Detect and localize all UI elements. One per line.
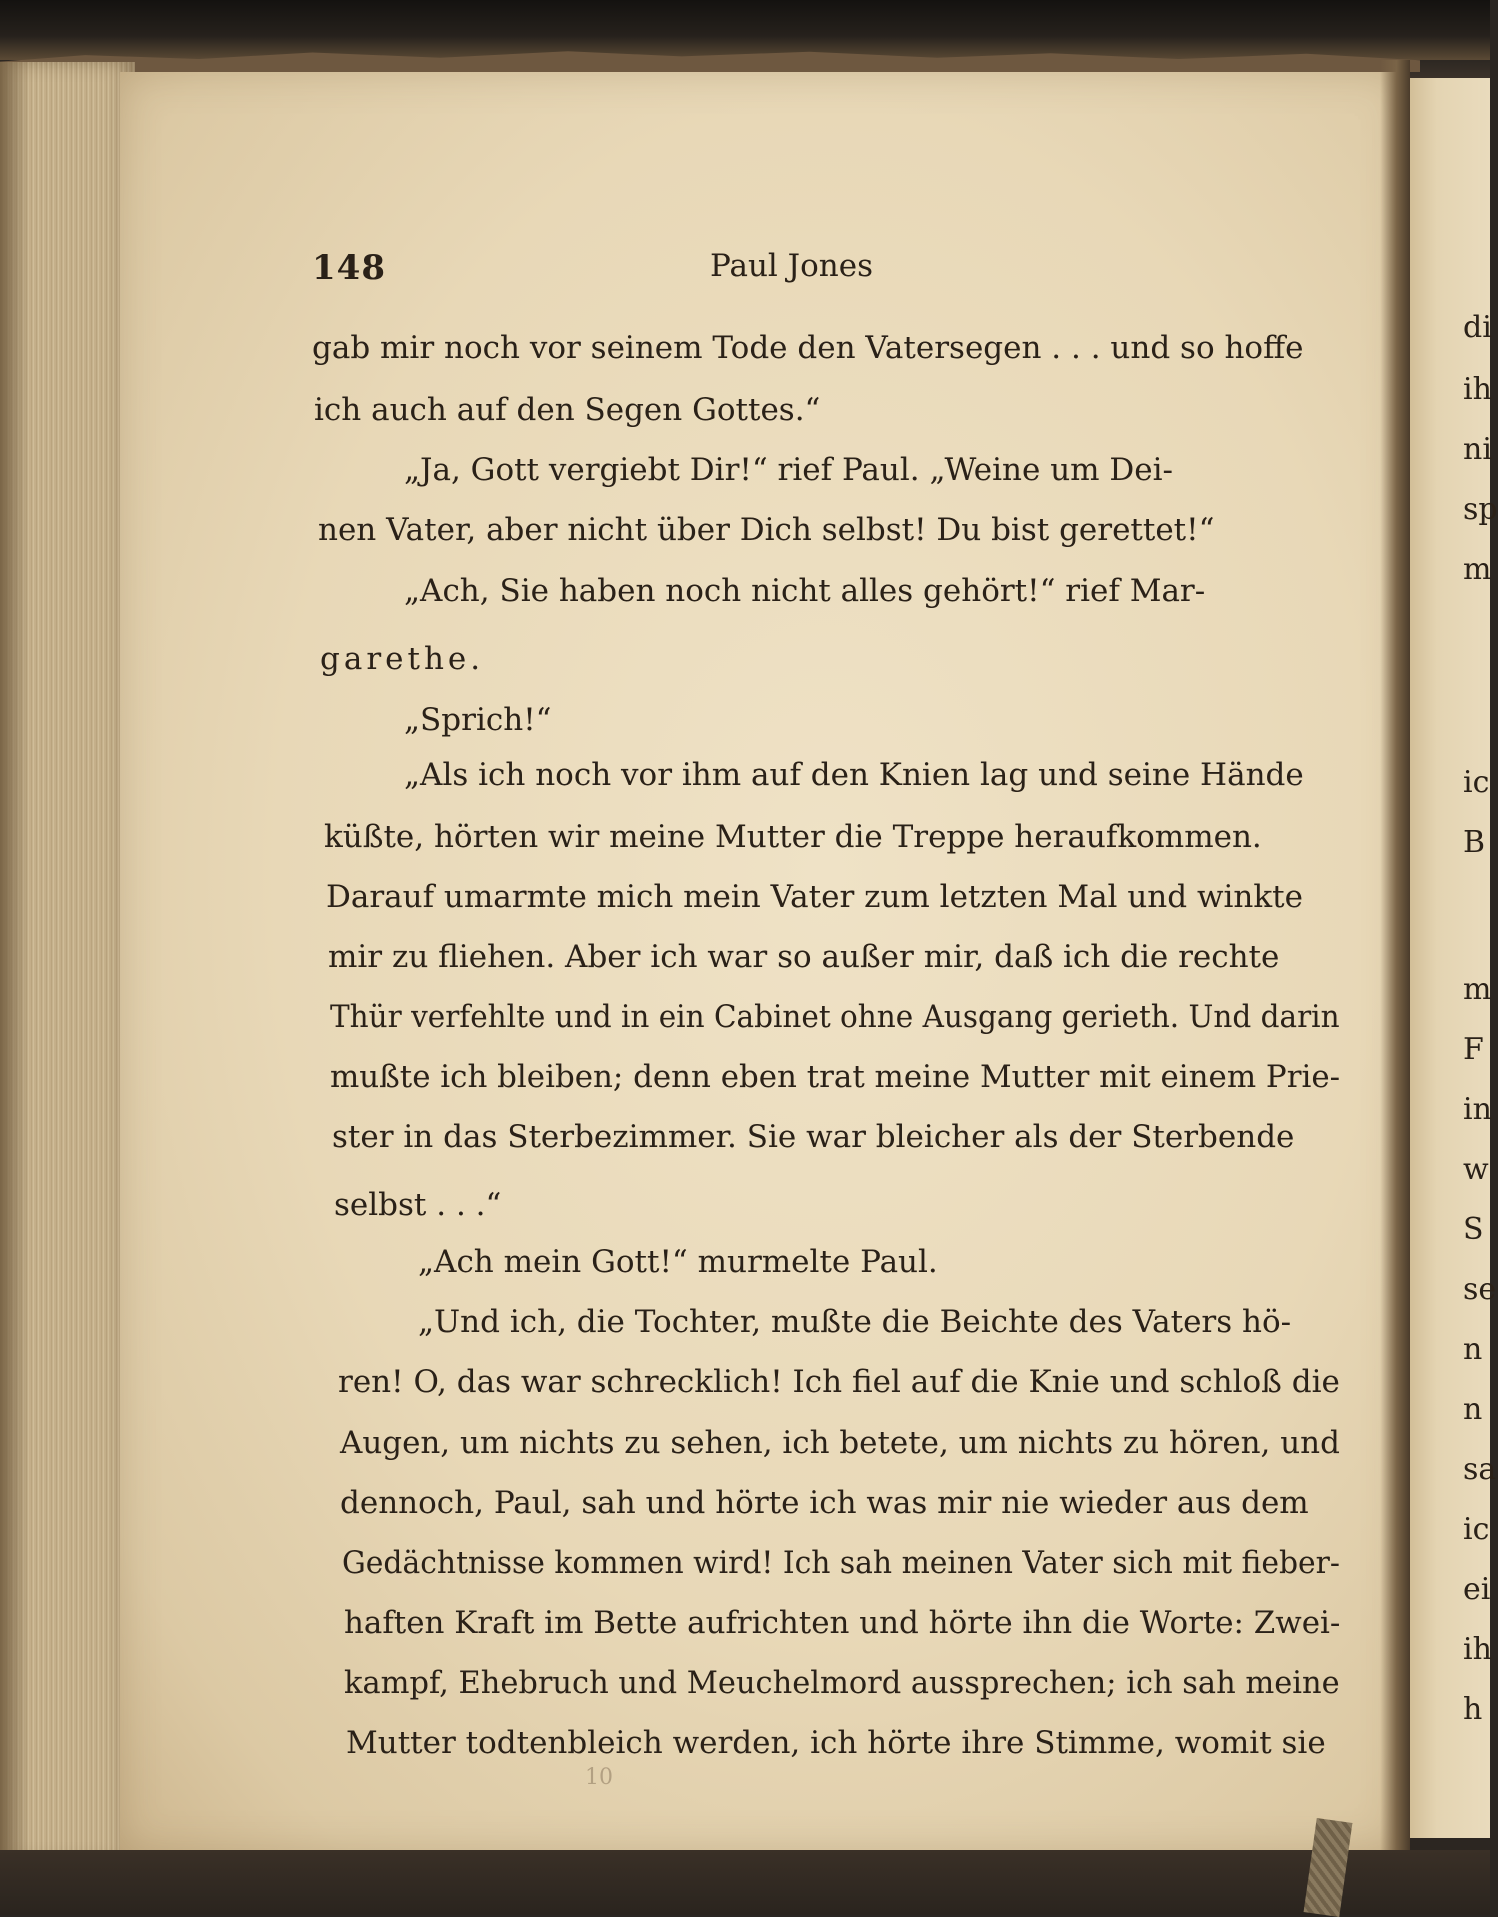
text-line: ster in das Sterbezimmer. Sie war bleicher als der Sterbende [332, 1119, 1295, 1155]
running-head: Paul Jones [710, 248, 873, 284]
facing-page-fragment: di [1463, 310, 1492, 345]
facing-page-fragment: ih [1463, 1632, 1492, 1667]
facing-page-fragment: n [1463, 1332, 1483, 1367]
facing-page-fragment: h [1463, 1692, 1483, 1727]
facing-page-fragment: sp [1463, 492, 1498, 527]
signature-mark: 10 [585, 1765, 613, 1790]
facing-page-fragment: m [1463, 552, 1492, 587]
facing-page-fragment: se [1463, 1272, 1497, 1307]
text-line: „Sprich!“ [404, 702, 552, 738]
page-number: 148 [312, 248, 386, 288]
facing-page-fragment: ih [1463, 372, 1492, 407]
facing-page-fragment: ei [1463, 1572, 1491, 1607]
text-line: nen Vater, aber nicht über Dich selbst! Du bist gerettet!“ [318, 512, 1215, 548]
facing-page-fragment: ni [1463, 432, 1492, 467]
facing-page-fragment: m [1463, 972, 1492, 1007]
text-line: haften Kraft im Bette aufrichten und hörte ihn die Worte: Zwei- [344, 1605, 1341, 1641]
text-line: „Als ich noch vor ihm auf den Knien lag und seine Hände [404, 757, 1304, 793]
facing-page-fragment: F [1463, 1032, 1484, 1067]
text-line: dennoch, Paul, sah und hörte ich was mir nie wieder aus dem [340, 1485, 1309, 1521]
text-line: kampf, Ehebruch und Meuchelmord aussprechen; ich sah meine [344, 1665, 1340, 1701]
text-line: Mutter todtenbleich werden, ich hörte ihre Stimme, womit sie [346, 1725, 1326, 1761]
text-line: ich auch auf den Segen Gottes.“ [314, 392, 821, 428]
facing-page-fragment: B [1463, 825, 1486, 860]
text-line: garethe. [320, 641, 485, 677]
facing-page-fragment: ic [1463, 765, 1490, 800]
facing-page-fragment: ic [1463, 1512, 1490, 1547]
text-line: „Ach mein Gott!“ murmelte Paul. [418, 1244, 938, 1280]
text-line: Thür verfehlte und in ein Cabinet ohne Ausgang gerieth. Und darin [330, 999, 1340, 1035]
text-line: „Ja, Gott vergiebt Dir!“ rief Paul. „Weine um Dei- [404, 452, 1174, 488]
text-line: gab mir noch vor seinem Tode den Vatersegen . . . und so hoffe [312, 330, 1304, 366]
text-line: Gedächtnisse kommen wird! Ich sah meinen Vater sich mit fieber- [342, 1545, 1340, 1581]
text-line: mußte ich bleiben; denn eben trat meine Mutter mit einem Prie- [330, 1059, 1341, 1095]
facing-page-fragment: in [1463, 1092, 1492, 1127]
text-line: „Und ich, die Tochter, mußte die Beichte des Vaters hö- [418, 1304, 1292, 1340]
text-line: „Ach, Sie haben noch nicht alles gehört!“ rief Mar- [404, 573, 1206, 609]
text-line: ren! O, das war schrecklich! Ich fiel auf die Knie und schloß die [338, 1364, 1340, 1400]
text-line: mir zu fliehen. Aber ich war so außer mir, daß ich die rechte [328, 939, 1280, 975]
text-line: selbst . . .“ [334, 1187, 502, 1223]
text-line: küßte, hörten wir meine Mutter die Treppe heraufkommen. [324, 819, 1262, 855]
facing-page-fragment: sa [1463, 1452, 1497, 1487]
text-line: Augen, um nichts zu sehen, ich betete, um nichts zu hören, und [340, 1425, 1340, 1461]
facing-page-fragment: w [1463, 1152, 1489, 1187]
text-line: Darauf umarmte mich mein Vater zum letzten Mal und winkte [326, 879, 1303, 915]
facing-page-fragment: n [1463, 1392, 1483, 1427]
facing-page-fragment: S [1463, 1212, 1484, 1247]
